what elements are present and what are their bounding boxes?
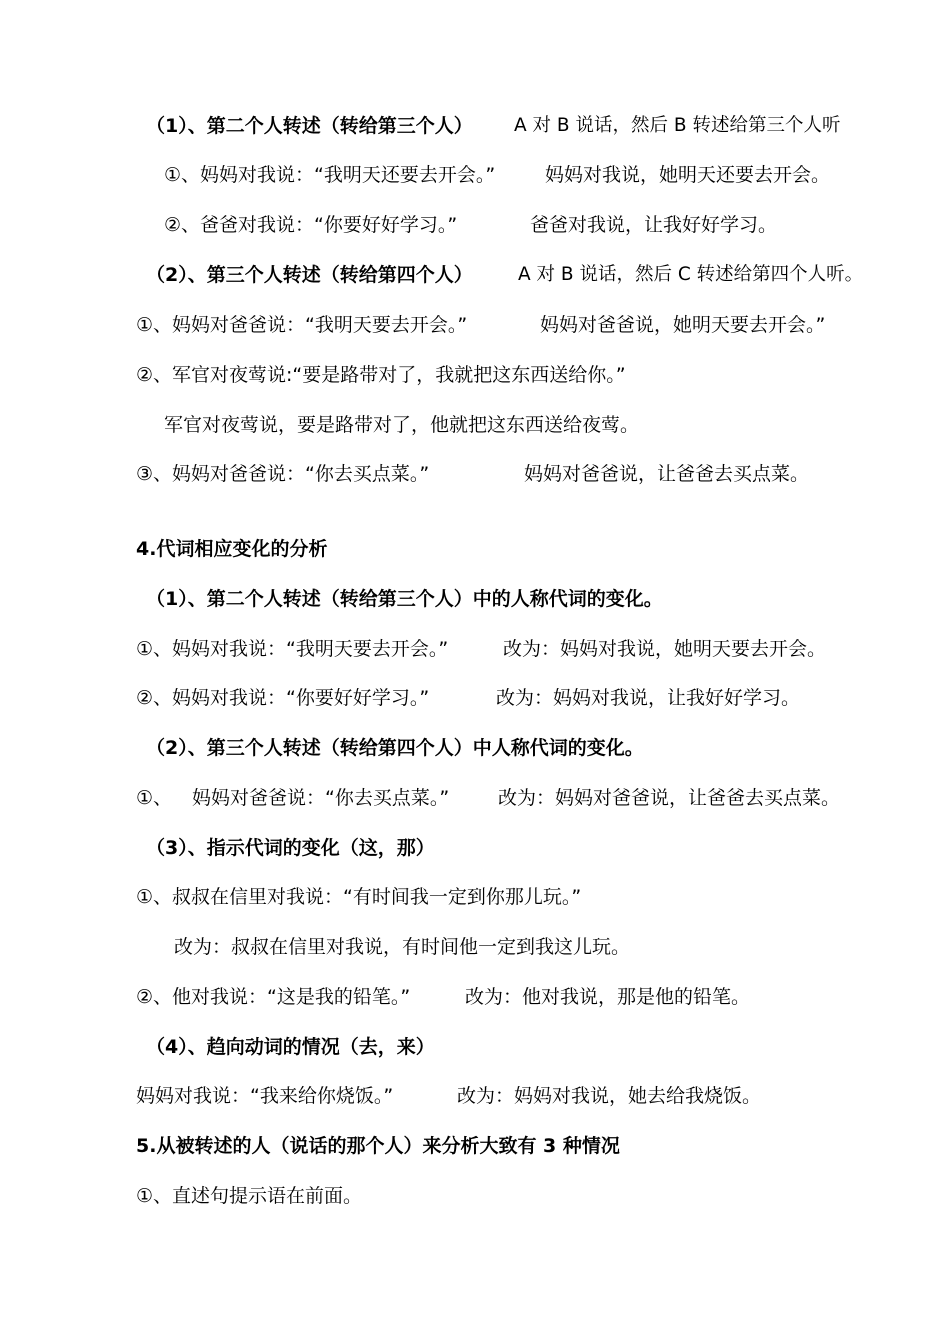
subsection-heading: （1）、第二个人转述（转给第三个人）中的人称代词的变化。 bbox=[146, 588, 663, 610]
example-rewrite: 改为：妈妈对爸爸说，让爸爸去买点菜。 bbox=[498, 787, 841, 809]
example-indirect-speech: 爸爸对我说，让我好好学习。 bbox=[530, 214, 778, 236]
example-direct-speech: ②、妈妈对我说：“你要好好学习。” bbox=[136, 687, 430, 709]
description-text: A 对 B 说话，然后 C 转述给第四个人听。 bbox=[518, 264, 864, 285]
subsection-heading: （3）、指示代词的变化（这，那） bbox=[146, 837, 435, 859]
example-direct-speech: ①、妈妈对我说：“我明天还要去开会。” bbox=[164, 164, 496, 186]
heading-second-person-relay: （1）、第二个人转述（转给第三个人） bbox=[146, 115, 473, 137]
list-item: ①、直述句提示语在前面。 bbox=[136, 1185, 363, 1207]
example-direct-speech: ③、妈妈对爸爸说：“你去买点菜。” bbox=[136, 463, 430, 485]
example-rewrite: 改为：妈妈对我说，她去给我烧饭。 bbox=[457, 1085, 762, 1107]
description-text: A 对 B 说话，然后 B 转述给第三个人听 bbox=[514, 115, 841, 136]
section-heading: 4.代词相应变化的分析 bbox=[136, 538, 328, 560]
list-marker: ①、 bbox=[136, 787, 173, 809]
example-rewrite: 改为：他对我说，那是他的铅笔。 bbox=[465, 986, 751, 1008]
example-direct-speech: ①、妈妈对我说：“我明天要去开会。” bbox=[136, 638, 449, 660]
example-indirect-speech: 妈妈对爸爸说，让爸爸去买点菜。 bbox=[524, 463, 810, 485]
example-direct-speech: ①、叔叔在信里对我说：“有时间我一定到你那儿玩。” bbox=[136, 886, 582, 908]
subsection-heading: （2）、第三个人转述（转给第四个人）中人称代词的变化。 bbox=[146, 737, 644, 759]
example-direct-speech: ①、妈妈对爸爸说：“我明天要去开会。” bbox=[136, 314, 468, 336]
example-rewrite: 改为：妈妈对我说，她明天要去开会。 bbox=[503, 638, 827, 660]
example-indirect-speech: 妈妈对爸爸说，她明天要去开会。” bbox=[540, 314, 826, 336]
example-rewrite: 改为：妈妈对我说，让我好好学习。 bbox=[496, 687, 801, 709]
subsection-heading: （4）、趋向动词的情况（去，来） bbox=[146, 1036, 435, 1058]
heading-third-person-relay: （2）、第三个人转述（转给第四个人） bbox=[146, 264, 473, 286]
example-direct-speech: ②、他对我说：“这是我的铅笔。” bbox=[136, 986, 411, 1008]
example-indirect-speech: 军官对夜莺说，要是路带对了，他就把这东西送给夜莺。 bbox=[164, 414, 640, 436]
example-direct-speech: 妈妈对爸爸说：“你去买点菜。” bbox=[192, 787, 450, 809]
example-direct-speech: 妈妈对我说：“我来给你烧饭。” bbox=[136, 1085, 394, 1107]
example-direct-speech: ②、军官对夜莺说:“要是路带对了，我就把这东西送给你。” bbox=[136, 364, 626, 386]
example-rewrite: 改为：叔叔在信里对我说，有时间他一定到我这儿玩。 bbox=[174, 936, 631, 958]
section-heading: 5.从被转述的人（说话的那个人）来分析大致有 3 种情况 bbox=[136, 1135, 620, 1157]
example-indirect-speech: 妈妈对我说，她明天还要去开会。 bbox=[545, 164, 831, 186]
example-direct-speech: ②、爸爸对我说：“你要好好学习。” bbox=[164, 214, 458, 236]
